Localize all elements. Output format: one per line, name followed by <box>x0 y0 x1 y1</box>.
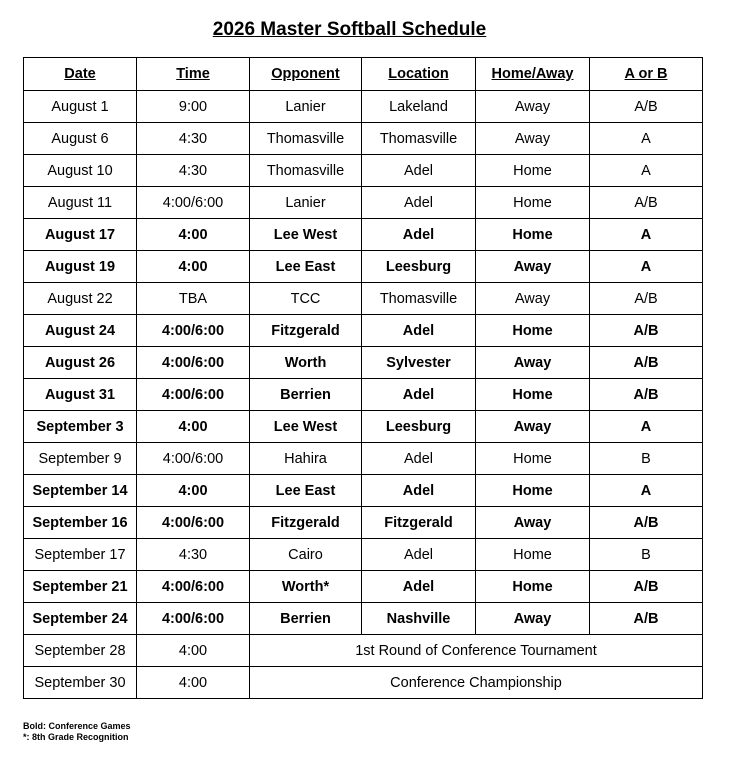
cell-home-away: Away <box>476 91 590 123</box>
header-opponent: Opponent <box>250 58 362 91</box>
cell-home-away: Home <box>476 571 590 603</box>
table-row <box>24 155 703 187</box>
cell-a-or-b: B <box>590 443 703 475</box>
note-asterisk: *: 8th Grade Recognition <box>23 732 129 742</box>
schedule-table <box>23 57 703 699</box>
cell-time: 4:00 <box>137 411 250 443</box>
cell-date: September 3 <box>24 411 137 443</box>
cell-a-or-b: A/B <box>590 507 703 539</box>
cell-home-away: Home <box>476 379 590 411</box>
cell-a-or-b: A <box>590 155 703 187</box>
header-date: Date <box>24 58 137 91</box>
header-location: Location <box>362 58 476 91</box>
cell-opponent: Lanier <box>250 91 362 123</box>
cell-a-or-b: A/B <box>590 347 703 379</box>
cell-home-away: Home <box>476 315 590 347</box>
table-row <box>24 251 703 283</box>
cell-event: 1st Round of Conference Tournament <box>250 635 703 667</box>
cell-location: Adel <box>362 187 476 219</box>
cell-time: 4:00/6:00 <box>137 603 250 635</box>
header-home-away: Home/Away <box>476 58 590 91</box>
cell-time: 4:00/6:00 <box>137 379 250 411</box>
table-row <box>24 571 703 603</box>
table-row <box>24 443 703 475</box>
cell-opponent: Lee East <box>250 251 362 283</box>
cell-event: Conference Championship <box>250 667 703 699</box>
cell-time: 4:00/6:00 <box>137 571 250 603</box>
cell-date: August 22 <box>24 283 137 315</box>
cell-location: Thomasville <box>362 283 476 315</box>
table-row <box>24 603 703 635</box>
cell-location: Adel <box>362 475 476 507</box>
cell-a-or-b: A/B <box>590 91 703 123</box>
cell-home-away: Home <box>476 539 590 571</box>
cell-location: Adel <box>362 219 476 251</box>
cell-a-or-b: A <box>590 411 703 443</box>
cell-opponent: Worth <box>250 347 362 379</box>
cell-date: September 14 <box>24 475 137 507</box>
table-row <box>24 667 703 699</box>
cell-opponent: Fitzgerald <box>250 315 362 347</box>
cell-opponent: Cairo <box>250 539 362 571</box>
cell-opponent: Thomasville <box>250 123 362 155</box>
cell-date: September 17 <box>24 539 137 571</box>
cell-date: September 9 <box>24 443 137 475</box>
cell-a-or-b: A/B <box>590 283 703 315</box>
cell-time: 4:00/6:00 <box>137 443 250 475</box>
cell-home-away: Away <box>476 283 590 315</box>
cell-a-or-b: A <box>590 123 703 155</box>
cell-opponent: Berrien <box>250 379 362 411</box>
cell-home-away: Home <box>476 443 590 475</box>
cell-opponent: Lee West <box>250 411 362 443</box>
cell-home-away: Home <box>476 187 590 219</box>
cell-home-away: Away <box>476 347 590 379</box>
cell-date: August 1 <box>24 91 137 123</box>
cell-opponent: Worth* <box>250 571 362 603</box>
cell-home-away: Home <box>476 475 590 507</box>
cell-time: 4:00 <box>137 219 250 251</box>
cell-a-or-b: A <box>590 251 703 283</box>
table-row <box>24 123 703 155</box>
table-row <box>24 475 703 507</box>
cell-location: Adel <box>362 315 476 347</box>
table-row <box>24 219 703 251</box>
cell-home-away: Home <box>476 219 590 251</box>
table-row <box>24 411 703 443</box>
cell-a-or-b: A <box>590 475 703 507</box>
cell-home-away: Away <box>476 603 590 635</box>
table-row <box>24 507 703 539</box>
table-row <box>24 347 703 379</box>
table-row <box>24 315 703 347</box>
cell-home-away: Away <box>476 251 590 283</box>
cell-location: Adel <box>362 539 476 571</box>
page-title: 2026 Master Softball Schedule <box>212 19 487 40</box>
cell-date: August 26 <box>24 347 137 379</box>
cell-date: September 28 <box>24 635 137 667</box>
cell-location: Nashville <box>362 603 476 635</box>
cell-opponent: Lee East <box>250 475 362 507</box>
cell-home-away: Home <box>476 155 590 187</box>
cell-a-or-b: A/B <box>590 315 703 347</box>
cell-time: 4:00 <box>137 251 250 283</box>
cell-date: August 19 <box>24 251 137 283</box>
cell-a-or-b: A/B <box>590 571 703 603</box>
table-row <box>24 91 703 123</box>
cell-a-or-b: A/B <box>590 603 703 635</box>
cell-time: 4:00/6:00 <box>137 347 250 379</box>
table-row <box>24 539 703 571</box>
cell-opponent: Thomasville <box>250 155 362 187</box>
cell-date: September 16 <box>24 507 137 539</box>
cell-location: Fitzgerald <box>362 507 476 539</box>
header-a-or-b: A or B <box>590 58 703 91</box>
table-row <box>24 187 703 219</box>
cell-date: August 11 <box>24 187 137 219</box>
cell-a-or-b: A/B <box>590 379 703 411</box>
cell-opponent: Hahira <box>250 443 362 475</box>
cell-location: Adel <box>362 443 476 475</box>
cell-home-away: Away <box>476 123 590 155</box>
cell-location: Leesburg <box>362 251 476 283</box>
cell-opponent: Lanier <box>250 187 362 219</box>
cell-home-away: Away <box>476 411 590 443</box>
cell-date: August 6 <box>24 123 137 155</box>
legend-notes <box>23 721 131 743</box>
cell-time: 4:00/6:00 <box>137 187 250 219</box>
note-bold: Bold: Conference Games <box>23 721 131 731</box>
cell-opponent: Lee West <box>250 219 362 251</box>
cell-location: Adel <box>362 155 476 187</box>
cell-date: August 31 <box>24 379 137 411</box>
cell-time: TBA <box>137 283 250 315</box>
table-row <box>24 635 703 667</box>
cell-a-or-b: A/B <box>590 187 703 219</box>
cell-time: 4:00 <box>137 475 250 507</box>
cell-time: 4:30 <box>137 123 250 155</box>
cell-location: Adel <box>362 571 476 603</box>
cell-location: Sylvester <box>362 347 476 379</box>
cell-location: Adel <box>362 379 476 411</box>
cell-date: September 21 <box>24 571 137 603</box>
cell-time: 4:00 <box>137 635 250 667</box>
cell-location: Thomasville <box>362 123 476 155</box>
cell-home-away: Away <box>476 507 590 539</box>
cell-date: September 30 <box>24 667 137 699</box>
cell-time: 4:30 <box>137 155 250 187</box>
cell-date: August 10 <box>24 155 137 187</box>
cell-a-or-b: A <box>590 219 703 251</box>
cell-time: 9:00 <box>137 91 250 123</box>
header-row <box>24 58 703 91</box>
cell-time: 4:00/6:00 <box>137 507 250 539</box>
cell-date: August 17 <box>24 219 137 251</box>
cell-location: Lakeland <box>362 91 476 123</box>
cell-time: 4:00/6:00 <box>137 315 250 347</box>
header-time: Time <box>137 58 250 91</box>
cell-opponent: TCC <box>250 283 362 315</box>
cell-opponent: Fitzgerald <box>250 507 362 539</box>
cell-date: August 24 <box>24 315 137 347</box>
cell-opponent: Berrien <box>250 603 362 635</box>
cell-time: 4:30 <box>137 539 250 571</box>
cell-time: 4:00 <box>137 667 250 699</box>
cell-location: Leesburg <box>362 411 476 443</box>
cell-date: September 24 <box>24 603 137 635</box>
table-row <box>24 379 703 411</box>
table-row <box>24 283 703 315</box>
cell-a-or-b: B <box>590 539 703 571</box>
